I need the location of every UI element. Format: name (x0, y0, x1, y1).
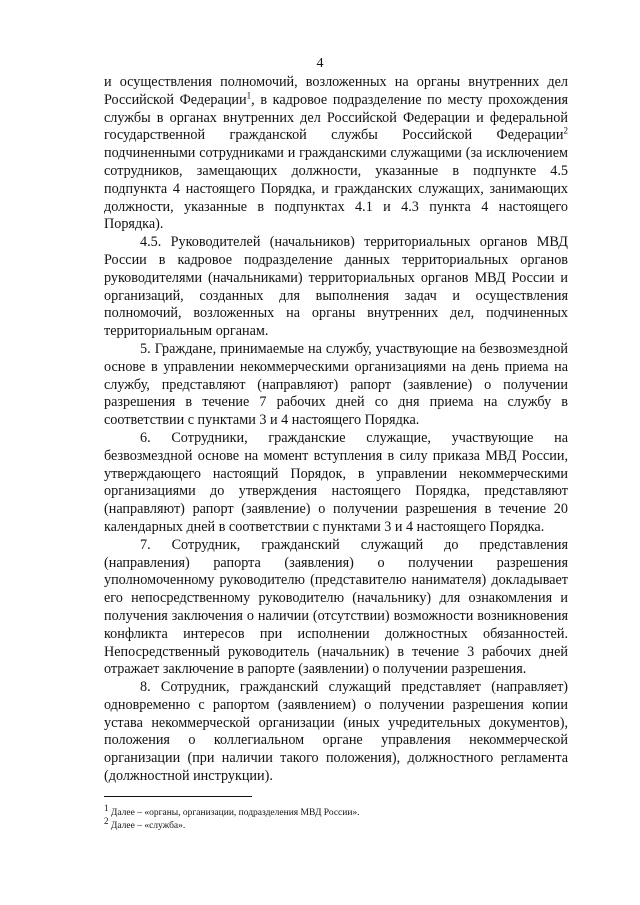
document-body (104, 74, 568, 786)
footnote-ref: 2 (563, 125, 568, 136)
footnote-2 (104, 815, 568, 833)
footnote-text: Далее – «служба». (108, 821, 186, 831)
footnote-text: Далее – «органы, организации, подразделения МВД России». (108, 808, 360, 818)
text-run: и осуществления полномочий, возложенных на органы внутренних дел Российской Федерации (104, 74, 568, 108)
footnote-ref: 1 (246, 90, 252, 101)
footnotes (104, 802, 568, 833)
text-run: , в кадровое подразделение по месту прохождения службы в органах внутренних дел Российской Федерации и федеральной государственной гражданской службы Российской Федерации (104, 91, 568, 144)
paragraph-6: 6. Сотрудники, гражданские служащие, участвующие на безвозмездной основе на момент вступления в силу приказа МВД России, утверждающего настоящий Порядок, в управлении некоммерческими организациями до утверждения настоящего Порядка, представляют (направляют) рапорт (заявление) о получении разрешения в течение 20 календарных дней в соответствии с пунктами 3 и 4 настоящего Порядка. (104, 429, 568, 535)
paragraph-7: 7. Сотрудник, гражданский служащий до представления (направления) рапорта (заявления) о получении разрешения уполномоченному руководителю (представителю нанимателя) докладывает его непосредственному руководителю (начальнику) для ознакомления и получения заключения о наличии (отсутствии) возможности возникновения конфликта интересов при исполнении должностных обязанностей. Непосредственный руководитель (начальник) в течение 3 рабочих дней отражает заключение в рапорте (заявлении) о получении разрешения. (104, 536, 568, 678)
footnote-marker: 1 (104, 802, 109, 813)
text-run: подчиненными сотрудниками и гражданскими служащими (за исключением сотрудников, замещающих должности, указанные в подпункте 4.5 подпункта 4 настоящего Порядка, и гражданских служащих, занимающих должности, указанные в подпунктах 4.1 и 4.3 пункта 4 настоящего Порядка). (104, 145, 568, 233)
footnote-1 (104, 802, 568, 820)
paragraph-continuation (104, 74, 568, 234)
paragraph-8: 8. Сотрудник, гражданский служащий представляет (направляет) одновременно с рапортом (заявлением) о получении разрешения копии устава некоммерческой организации (иных учредительных документов), положения о коллегиальном органе управления некоммерческой организации (при наличии такого положения), должностного регламента (должностной инструкции). (104, 679, 568, 785)
footnote-marker: 2 (104, 815, 109, 826)
page-number: 4 (316, 56, 324, 71)
paragraph-4-5: 4.5. Руководителей (начальников) территориальных органов МВД России в кадровое подразделение данных территориальных органов руководителями (начальниками) территориальных органов МВД России и организаций, созданных для выполнения задач и осуществления полномочий, возложенных на органы внутренних дел, подчиненных территориальным органам. (104, 234, 568, 340)
footnote-separator (104, 796, 252, 797)
paragraph-5: 5. Граждане, принимаемые на службу, участвующие на безвозмездной основе в управлении некоммерческими организациями на день приема на службу, представляют (направляют) рапорт (заявление) о получении разрешения в течение 7 рабочих дней со дня приема на службу в соответствии с пунктами 3 и 4 настоящего Порядка. (104, 340, 568, 429)
